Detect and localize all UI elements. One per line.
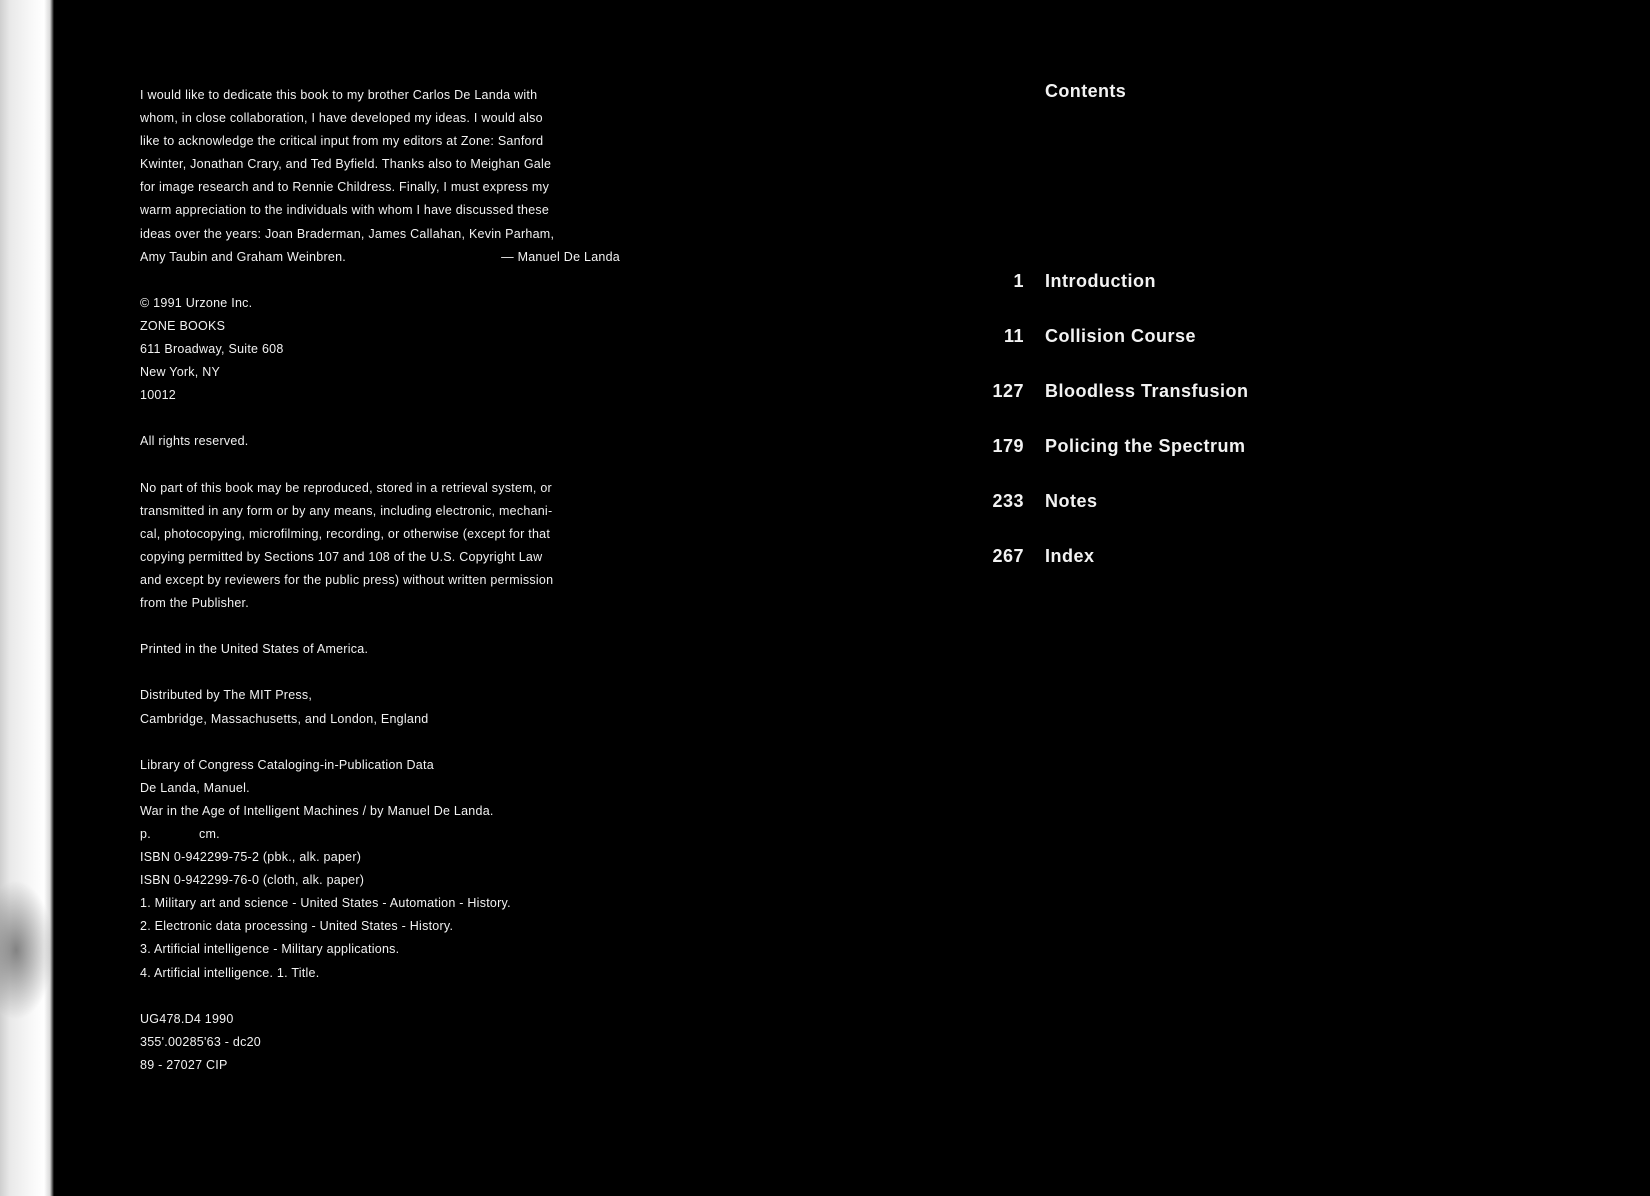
printed-in: Printed in the United States of America. xyxy=(140,642,369,657)
toc-entry xyxy=(960,436,1360,462)
dedication-line: for image research and to Rennie Childress. Finally, I must express my xyxy=(140,180,550,195)
toc-page-number: 127 xyxy=(992,381,1024,401)
toc-page-number: 267 xyxy=(992,546,1024,566)
dedication-line: Kwinter, Jonathan Crary, and Ted Byfield. Thanks also to Meighan Gale xyxy=(140,157,552,172)
cip-call-number: 355'.00285'63 - dc20 xyxy=(140,1034,261,1049)
dedication-signature: — Manuel De Landa xyxy=(501,249,620,264)
toc-chapter-title: Policing the Spectrum xyxy=(1045,436,1246,456)
publisher-city: New York, NY xyxy=(140,365,221,380)
cip-isbn: ISBN 0-942299-76-0 (cloth, alk. paper) xyxy=(140,873,365,888)
toc-chapter-title: Index xyxy=(1045,546,1095,566)
cip-block xyxy=(140,754,620,1077)
copyright-block xyxy=(140,292,620,407)
cip-p: p. xyxy=(140,827,151,841)
dedication-last-line xyxy=(140,246,620,269)
notice-line: transmitted in any form or by any means, including electronic, mechani- xyxy=(140,503,553,518)
reproduction-notice xyxy=(140,477,620,616)
cip-subject: 4. Artificial intelligence. 1. Title. xyxy=(140,965,320,980)
notice-line: copying permitted by Sections 107 and 108 of the U.S. Copyright Law xyxy=(140,549,543,564)
cip-title: War in the Age of Intelligent Machines / by Manuel De Landa. xyxy=(140,803,494,818)
scanned-page-edge xyxy=(0,0,54,1196)
cip-isbn: ISBN 0-942299-75-2 (pbk., alk. paper) xyxy=(140,850,362,865)
distribution-line: Distributed by The MIT Press, xyxy=(140,688,313,703)
cip-heading: Library of Congress Cataloging-in-Publication Data xyxy=(140,757,434,772)
toc-entry xyxy=(960,381,1360,407)
dedication-line: whom, in close collaboration, I have developed my ideas. I would also xyxy=(140,111,543,126)
copyright-page xyxy=(140,84,620,1077)
cip-subject: 3. Artificial intelligence - Military applications. xyxy=(140,942,400,957)
toc-chapter-title: Introduction xyxy=(1045,271,1156,291)
copyright-line: © 1991 Urzone Inc. xyxy=(140,295,253,310)
cip-author: De Landa, Manuel. xyxy=(140,780,250,795)
dedication-line: like to acknowledge the critical input from my editors at Zone: Sanford xyxy=(140,134,544,149)
toc-page-number: 233 xyxy=(992,491,1024,511)
cip-call-number: 89 - 27027 CIP xyxy=(140,1057,228,1072)
cip-subject: 1. Military art and science - United States - Automation - History. xyxy=(140,896,511,911)
notice-line: No part of this book may be reproduced, stored in a retrieval system, or xyxy=(140,480,552,495)
dedication-line: warm appreciation to the individuals with whom I have discussed these xyxy=(140,203,550,218)
publisher-name: ZONE BOOKS xyxy=(140,318,226,333)
toc-chapter-title: Collision Course xyxy=(1045,326,1197,346)
dedication-line: Amy Taubin and Graham Weinbren. xyxy=(140,249,347,264)
toc-page-number: 179 xyxy=(992,436,1024,456)
toc-chapter-title: Bloodless Transfusion xyxy=(1045,381,1249,401)
dedication xyxy=(140,84,620,269)
cip-physical xyxy=(140,823,620,846)
publisher-zip: 10012 xyxy=(140,388,177,403)
contents-page xyxy=(960,0,1360,1196)
cip-call-number: UG478.D4 1990 xyxy=(140,1011,234,1026)
publisher-address: 611 Broadway, Suite 608 xyxy=(140,342,284,357)
dedication-line: ideas over the years: Joan Braderman, James Callahan, Kevin Parham, xyxy=(140,226,555,241)
notice-line: and except by reviewers for the public press) without written permission xyxy=(140,572,554,587)
distribution-line: Cambridge, Massachusetts, and London, England xyxy=(140,711,429,726)
toc-chapter-title: Notes xyxy=(1045,491,1098,511)
notice-line: from the Publisher. xyxy=(140,596,249,611)
toc-entry xyxy=(960,546,1360,572)
toc-page-number: 1 xyxy=(1013,271,1024,291)
cip-cm: cm. xyxy=(198,827,220,841)
notice-line: cal, photocopying, microfilming, recording, or otherwise (except for that xyxy=(140,526,551,541)
rights-statement: All rights reserved. xyxy=(140,434,249,449)
contents-heading: Contents xyxy=(1045,81,1127,101)
toc-entry xyxy=(960,271,1360,297)
toc-page-number: 11 xyxy=(1003,326,1024,346)
toc-entry xyxy=(960,326,1360,352)
distribution-block xyxy=(140,684,620,730)
cip-subject: 2. Electronic data processing - United States - History. xyxy=(140,919,454,934)
toc-entry xyxy=(960,491,1360,517)
dedication-line: I would like to dedicate this book to my brother Carlos De Landa with xyxy=(140,88,538,102)
